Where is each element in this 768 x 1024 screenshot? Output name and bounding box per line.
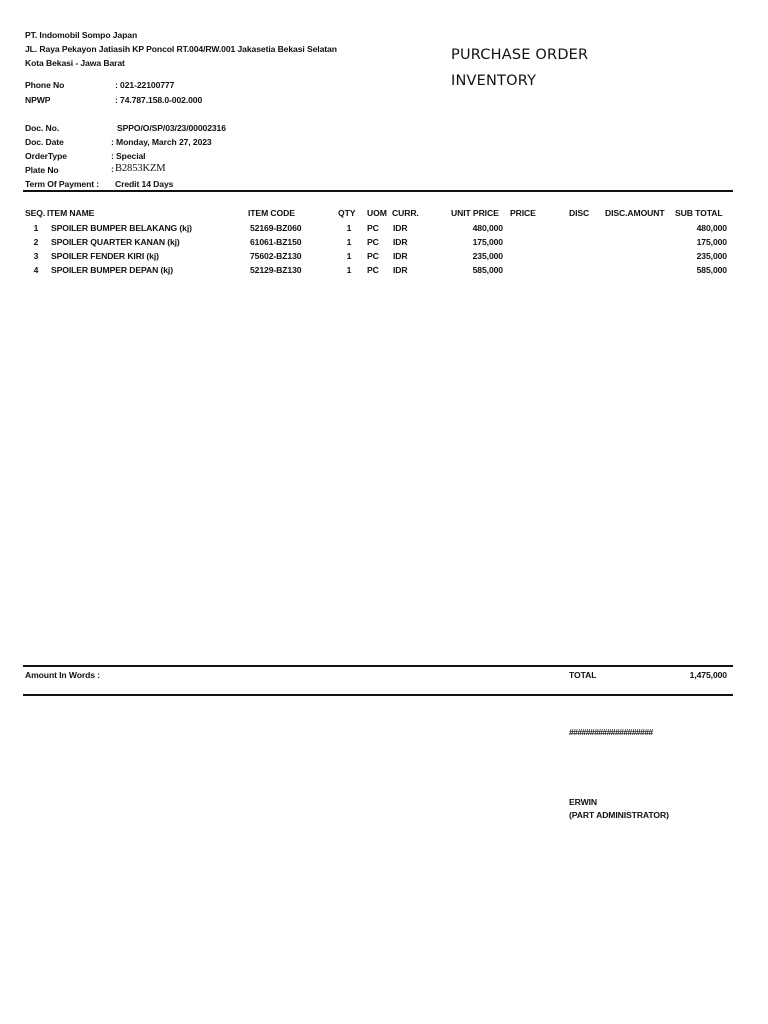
- row-curr: IDR: [393, 237, 408, 247]
- row-curr: IDR: [393, 251, 408, 261]
- col-item-name: ITEM NAME: [47, 208, 95, 218]
- row-qty: 1: [346, 265, 352, 275]
- company-name: PT. Indomobil Sompo Japan: [25, 30, 138, 40]
- doc-no-label: Doc. No.: [25, 123, 60, 133]
- phone-value: : 021-22100777: [115, 80, 175, 90]
- document-subtitle: INVENTORY: [451, 73, 537, 89]
- npwp-value: : 74.787.158.0-002.000: [115, 95, 203, 105]
- row-sub-total: 480,000: [696, 223, 727, 233]
- col-unit-price: UNIT PRICE: [451, 208, 499, 218]
- doc-no-value: SPPO/O/SP/03/23/00002316: [117, 123, 226, 133]
- term-of-payment-value: Credit 14 Days: [115, 179, 174, 189]
- totals-bottom-divider: [23, 694, 733, 696]
- plate-no-label: Plate No: [25, 165, 59, 175]
- row-seq: 4: [33, 265, 39, 275]
- row-seq: 3: [33, 251, 39, 261]
- col-disc-amount: DISC.AMOUNT: [605, 208, 665, 218]
- term-of-payment-label: Term Of Payment :: [25, 179, 100, 189]
- doc-date-label: Doc. Date: [25, 137, 64, 147]
- signer-title: (PART ADMINISTRATOR): [569, 810, 669, 820]
- plate-no-value: B2853KZM: [115, 163, 166, 174]
- row-item-name: SPOILER FENDER KIRI (kj): [51, 251, 159, 261]
- order-type-label: OrderType: [25, 151, 67, 161]
- col-qty: QTY: [338, 208, 356, 218]
- row-sub-total: 175,000: [696, 237, 727, 247]
- plate-no-colon: :: [111, 164, 114, 174]
- row-unit-price: 480,000: [472, 223, 503, 233]
- col-curr: CURR.: [392, 208, 419, 218]
- row-item-code: 52129-BZ130: [250, 265, 302, 275]
- row-qty: 1: [346, 237, 352, 247]
- row-unit-price: 175,000: [472, 237, 503, 247]
- amount-in-words-label: Amount In Words :: [25, 670, 100, 680]
- row-item-code: 61061-BZ150: [250, 237, 302, 247]
- row-seq: 2: [33, 237, 39, 247]
- row-qty: 1: [346, 223, 352, 233]
- row-qty: 1: [346, 251, 352, 261]
- row-uom: PC: [367, 237, 379, 247]
- row-uom: PC: [367, 265, 379, 275]
- row-curr: IDR: [393, 223, 408, 233]
- document-title: PURCHASE ORDER: [451, 47, 589, 63]
- row-seq: 1: [33, 223, 39, 233]
- col-sub-total: SUB TOTAL: [675, 208, 723, 218]
- col-uom: UOM: [367, 208, 387, 218]
- row-sub-total: 235,000: [696, 251, 727, 261]
- doc-date-value: : Monday, March 27, 2023: [111, 137, 212, 147]
- row-item-code: 75602-BZ130: [250, 251, 302, 261]
- totals-top-divider: [23, 665, 733, 667]
- total-label: TOTAL: [569, 670, 597, 680]
- col-seq: SEQ.: [25, 208, 46, 218]
- signature-date: ####################: [569, 727, 653, 737]
- phone-label: Phone No: [25, 80, 65, 90]
- row-sub-total: 585,000: [696, 265, 727, 275]
- company-address-line2: Kota Bekasi - Jawa Barat: [25, 58, 125, 68]
- row-uom: PC: [367, 223, 379, 233]
- col-disc: DISC: [569, 208, 590, 218]
- row-item-name: SPOILER BUMPER BELAKANG (kj): [51, 223, 192, 233]
- row-item-name: SPOILER BUMPER DEPAN (kj): [51, 265, 173, 275]
- header-divider: [23, 190, 733, 192]
- row-item-name: SPOILER QUARTER KANAN (kj): [51, 237, 180, 247]
- row-uom: PC: [367, 251, 379, 261]
- npwp-label: NPWP: [25, 95, 51, 105]
- row-unit-price: 235,000: [472, 251, 503, 261]
- order-type-value: : Special: [111, 151, 146, 161]
- row-item-code: 52169-BZ060: [250, 223, 302, 233]
- col-price: PRICE: [510, 208, 536, 218]
- row-curr: IDR: [393, 265, 408, 275]
- company-address-line1: JL. Raya Pekayon Jatiasih KP Poncol RT.004/RW.001 Jakasetia Bekasi Selatan: [25, 44, 337, 54]
- row-unit-price: 585,000: [472, 265, 503, 275]
- col-item-code: ITEM CODE: [248, 208, 295, 218]
- total-value: 1,475,000: [689, 670, 727, 680]
- signer-name: ERWIN: [569, 797, 597, 807]
